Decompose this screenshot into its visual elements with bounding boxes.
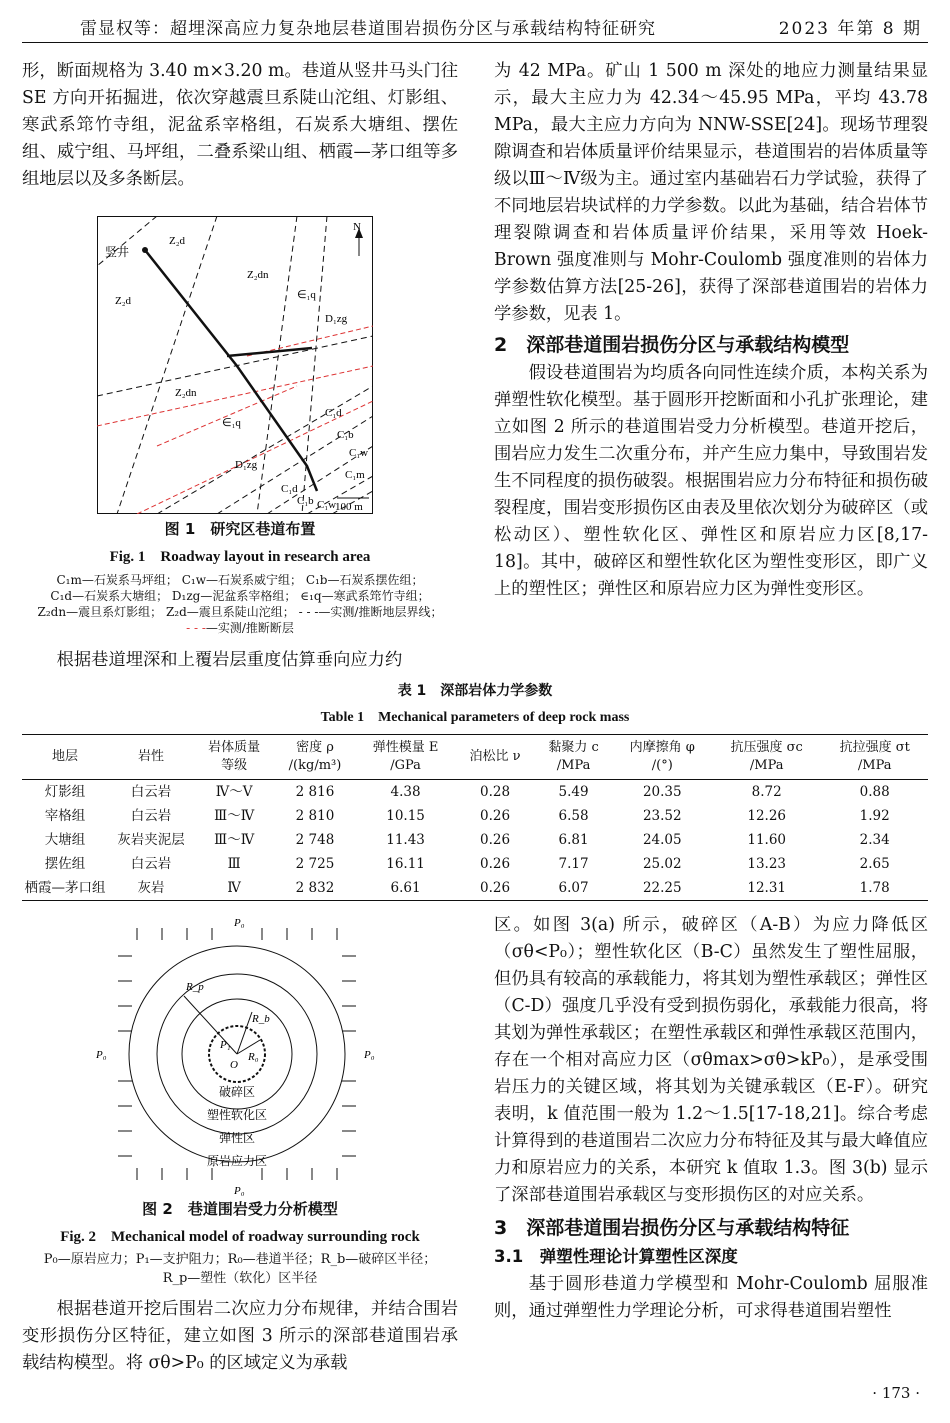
figure-2-notes — [22, 1250, 458, 1288]
p0-label-top: P₀ — [234, 917, 245, 929]
zone-label-broken: 破碎区 — [218, 1085, 256, 1099]
svg-text:∈₁q: ∈₁q — [297, 289, 316, 301]
svg-text:C₁w: C₁w — [317, 499, 337, 511]
figure-1-caption-cn: 图 1 研究区巷道布置 — [164, 520, 316, 538]
header-issue: 2023 年第 8 期 — [778, 19, 922, 39]
svg-text:C₁b: C₁b — [297, 495, 314, 507]
col-header: 密度 ρ /(kg/m³) — [274, 735, 355, 780]
zone-label-insitu: 原岩应力区 — [206, 1154, 268, 1168]
paragraph: 区。如图 3(a) 所示，破碎区（A-B）为应力降低区（σθ<P₀）；塑性软化区（B-C）虽然发生了塑性屈服，但仍具有较高的承载能力，将其划为塑性承载区；弹性区（C-D）强度几乎没有受到损伤弱化，承载能力很高，将其划为弹性承载区；在塑性承载区和弹性承载区范围内，存在一个相对高应力区（σθmax>σθ>kP₀），是承受围岩压力的关键区域，将其划为关键承载区（E-F）。研究表明，k 值范围一般为 1.2～1.5[17-18,21]。综合考虑计算得到的巷道围岩二次应力分布特征及其与最大峰值应力和原岩应力的关系，本研究 k 值取 1.3。图 3(b) 显示了深部巷道围岩承载区与变形损伤区的对应关系。 — [494, 915, 928, 1205]
figure-2-caption-en: Fig. 2 Mechanical model of roadway surrounding rock — [60, 1229, 420, 1245]
legend-code: C₁w — [181, 573, 206, 587]
page-number: · 173 · — [872, 1384, 920, 1402]
p0-label-left: P₀ — [96, 1049, 107, 1061]
svg-text:Z₂dn: Z₂dn — [247, 269, 269, 281]
paragraph: 为 42 MPa。矿山 1 500 m 深处的地应力测量结果显示，最大主应力为 42.34～45.95 MPa，平均 43.78 MPa，最大主应力方向为 NNW-SSE[24]。现场节理裂隙调查和岩体质量评价结果显示，巷道围岩的岩体质量等级以Ⅲ～Ⅳ级为主。通过室内基础岩石力学试验，获得了不同地层岩块试样的力学参数。以此为基础，结合岩体节理裂隙调查和岩体质量评价结果，采用等效 Hoek-Brown 强度准则与 Mohr-Coulomb 强度准则的岩体力学参数估算方法[25-26]，获得了深部巷道围岩的岩体力学参数，见表 1。 — [494, 61, 928, 324]
paragraph: 根据巷道开挖后围岩二次应力分布规律，并结合围岩变形损伤分区特征，建立如图 3 所示的深部巷道围岩承载结构模型。将 σθ>P₀ 的区域定义为承载 — [22, 1299, 458, 1373]
svg-text:C₁d: C₁d — [281, 483, 298, 495]
zone-label-plastic: 塑性软化区 — [206, 1108, 268, 1122]
figure-2-model — [92, 916, 382, 1196]
table-row: 摆佐组 白云岩 Ⅲ 2 725 16.11 0.26 7.17 25.02 13.23 2.65 — [44, 856, 890, 872]
origin-label: O — [230, 1059, 238, 1071]
table-1 — [22, 734, 928, 901]
paragraph: 根据巷道埋深和上覆岩层重度估算垂向应力约 — [56, 650, 403, 670]
legend-code: C₁b — [305, 573, 328, 587]
section-3-title: 3 深部巷道围岩损伤分区与承载结构特征 — [494, 1217, 850, 1239]
figure-1-legend: C₁m—石炭系马坪组； C₁w—石炭系威宁组； C₁b—石炭系摆佐组； C₁d—石炭系大塘组； D₁zg—泥盆系宰格组； ∈₁q—寒武系筇竹寺组； Z₂dn—震旦系灯影组； Z₂d—震旦系陡山沱组； - - -—实测/推断地层界线； - - -—实测/推断断层 — [37, 573, 443, 635]
table-header-row — [22, 735, 928, 780]
svg-text:∈₁q: ∈₁q — [222, 417, 241, 429]
table-row: 大塘组 灰岩夹泥层 Ⅲ～Ⅳ 2 748 11.43 0.26 6.81 24.05 11.60 2.34 — [44, 832, 890, 848]
right-column-bottom — [494, 912, 928, 1325]
section-2-title: 2 深部巷道围岩损伤分区与承载结构模型 — [494, 334, 850, 356]
svg-text:C₁w: C₁w — [349, 447, 369, 459]
zone-label-elastic: 弹性区 — [218, 1131, 256, 1145]
table-1-caption-en: Table 1 Mechanical parameters of deep rock mass — [320, 710, 630, 725]
table-row: 栖霞—茅口组 灰岩 Ⅳ 2 832 6.61 0.26 6.07 22.25 12.31 1.78 — [24, 880, 890, 896]
mechanical-parameters-table — [22, 735, 928, 900]
svg-text:Z₂dn: Z₂dn — [175, 387, 197, 399]
shaft-label: 竖井 — [105, 245, 130, 259]
col-header: 地层 — [22, 735, 108, 780]
p1-label: P₁ — [220, 1039, 231, 1051]
paragraph: 基于圆形巷道力学模型和 Mohr-Coulomb 屈服准则，通过弹塑性力学理论分析，可求得巷道围岩塑性 — [494, 1274, 928, 1321]
table-1-caption-cn: 表 1 深部岩体力学参数 — [397, 683, 553, 699]
p0-label-bottom: P₀ — [234, 1185, 245, 1196]
figure-1-captions — [22, 518, 458, 636]
legend-code: Z₂d — [165, 605, 187, 619]
col-header: 抗压强度 σc /MPa — [712, 735, 821, 780]
table-row: 灯影组 白云岩 Ⅳ～Ⅴ 2 816 4.38 0.28 5.49 20.35 8.72 0.88 — [44, 784, 890, 800]
col-header: 岩性 — [108, 735, 194, 780]
legend-code: D₁zg — [171, 589, 201, 603]
left-column-bottom — [22, 1296, 458, 1377]
legend-code: ∈₁q — [300, 589, 322, 603]
col-header: 抗拉强度 σt /MPa — [821, 735, 928, 780]
figure-2-caption-cn: 图 2 巷道围岩受力分析模型 — [142, 1200, 338, 1218]
scale-label: 100 m — [335, 501, 363, 513]
left-column-top — [22, 58, 458, 193]
svg-text:D₁zg: D₁zg — [235, 459, 258, 471]
legend-dashed-red-icon: - - - — [186, 621, 206, 635]
paragraph: 假设巷道围岩为均质各向同性连续介质，本构关系为弹塑性软化模型。基于圆形开挖断面和小孔扩张理论，建立如图 2 所示的巷道围岩受力分析模型。巷道开挖后，围岩应力发生二次重分布，并产生应力集中，导致围岩发生不同程度的损伤破裂。根据围岩应力分布特征和损伤破裂程度，围岩变形损伤区由表及里依次划分为破碎区（或松动区）、塑性软化区、弹性区和原岩应力区[8,17-18]。其中，破碎区和塑性软化区为塑性变形区，即广义上的塑性区；弹性区和原岩应力区为弹性变形区。 — [494, 363, 928, 599]
header-title: 雷显权等：超埋深高应力复杂地层巷道围岩损伤分区与承载结构特征研究 — [80, 19, 656, 39]
svg-text:C₁d: C₁d — [325, 407, 342, 419]
col-header: 内摩擦角 φ /(°) — [613, 735, 712, 780]
p0-arrows-bottom — [137, 1168, 337, 1180]
col-header: 泊松比 ν — [456, 735, 535, 780]
roadway-layout-map — [97, 216, 373, 514]
col-header: 岩体质量 等级 — [194, 735, 274, 780]
north-label: N — [353, 221, 361, 233]
svg-text:C₁m: C₁m — [345, 469, 365, 481]
r0-label: R₀ — [248, 1051, 259, 1063]
figure-1-caption-en: Fig. 1 Roadway layout in research area — [109, 549, 371, 565]
rb-label: R_b — [252, 1013, 270, 1025]
rp-label: R_p — [186, 981, 204, 993]
section-3-1-title: 3.1 弹塑性理论计算塑性区深度 — [494, 1247, 738, 1266]
mechanical-model-diagram — [92, 916, 382, 1196]
paragraph: 形，断面规格为 3.40 m×3.20 m。巷道从竖井马头门往 SE 方向开拓掘进，依次穿越震旦系陡山沱组、灯影组、寒武系筇竹寺组，泥盆系宰格组，石炭系大塘组、摆佐组、威宁组、马坪组，二叠系梁山组、栖霞—茅口组等多组地层以及多条断层。 — [22, 61, 458, 189]
svg-text:Z₂d: Z₂d — [115, 295, 132, 307]
figure-2-note-2: R_p—塑性（软化）区半径 — [162, 1271, 318, 1286]
running-header — [0, 0, 950, 44]
svg-text:D₁zg: D₁zg — [325, 313, 348, 325]
figure-2-captions — [22, 1198, 458, 1288]
svg-text:C₁b: C₁b — [337, 429, 354, 441]
table-row: 宰格组 白云岩 Ⅲ～Ⅳ 2 810 10.15 0.26 6.58 23.52 12.26 1.92 — [44, 808, 890, 824]
col-header: 弹性模量 E /GPa — [356, 735, 456, 780]
legend-code: C₁d — [50, 589, 73, 603]
legend-code: Z₂dn — [37, 605, 67, 619]
svg-text:Z₂d: Z₂d — [169, 235, 186, 247]
figure-2-note-1: P₀—原岩应力；P₁—支护阻力；R₀—巷道半径；R_b—破碎区半径； — [43, 1252, 437, 1267]
header-rule — [22, 42, 928, 43]
figure-1-map — [97, 216, 373, 514]
left-column-after-fig1 — [22, 647, 458, 674]
legend-dashed-black-icon: - - - — [298, 605, 319, 619]
table-1-captions — [22, 680, 928, 726]
shaft-point — [142, 247, 148, 253]
legend-code: C₁m — [56, 573, 82, 587]
col-header: 黏聚力 c /MPa — [535, 735, 613, 780]
right-column-top — [494, 58, 928, 603]
p0-arrows-top — [137, 928, 337, 940]
p0-label-right: P₀ — [364, 1049, 375, 1061]
